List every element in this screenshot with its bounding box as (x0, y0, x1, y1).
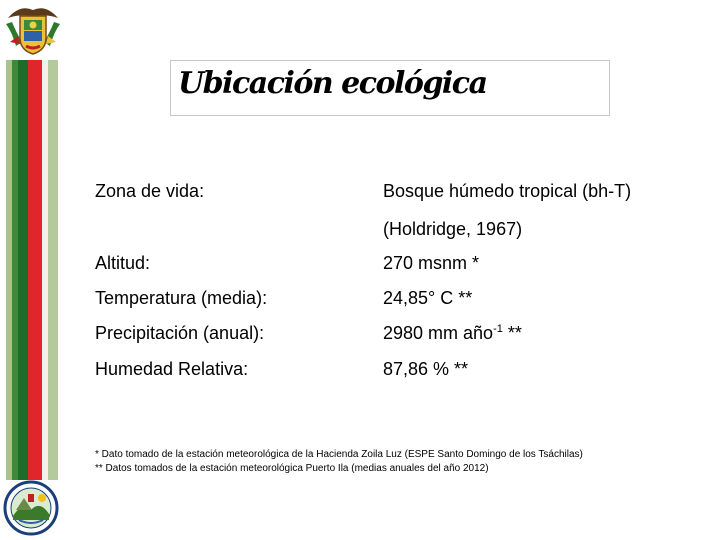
label-precipitacion: Precipitación (anual): (95, 323, 265, 343)
value-zona-de-vida: Bosque húmedo tropical (bh-T) (383, 181, 632, 201)
university-seal-icon (2, 480, 60, 536)
label-humedad: Humedad Relativa: (95, 359, 249, 379)
value-temperatura: 24,85° C ** (383, 288, 473, 308)
value-precipitacion (383, 323, 522, 344)
footnote-1: * Dato tomado de la estación meteorológica de la Hacienda Zoila Luz (ESPE Santo Domingo de los Tsáchilas) (95, 449, 583, 460)
footnote-2: ** Datos tomados de la estación meteorológica Puerto Ila (medias anuales del año 2012) (95, 463, 489, 474)
stripe-dark-green (18, 60, 28, 480)
value-altitud: 270 msnm * (383, 253, 480, 273)
label-zona-de-vida: Zona de vida: (95, 181, 205, 201)
value-zona-de-vida-reference: (Holdridge, 1967) (383, 219, 523, 239)
label-temperatura: Temperatura (media): (95, 288, 268, 308)
value-humedad: 87,86 % ** (383, 359, 469, 379)
value-precipitacion-note: ** (502, 323, 522, 343)
value-precipitacion-base: 2980 mm año (383, 323, 494, 343)
stripe-red (28, 60, 42, 480)
coat-of-arms-icon (4, 2, 62, 58)
value-precipitacion-exponent: -1 (493, 323, 503, 335)
page-title: Ubicación ecológica (178, 66, 487, 101)
stripe-pale-green (48, 60, 58, 480)
label-altitud: Altitud: (95, 253, 151, 273)
